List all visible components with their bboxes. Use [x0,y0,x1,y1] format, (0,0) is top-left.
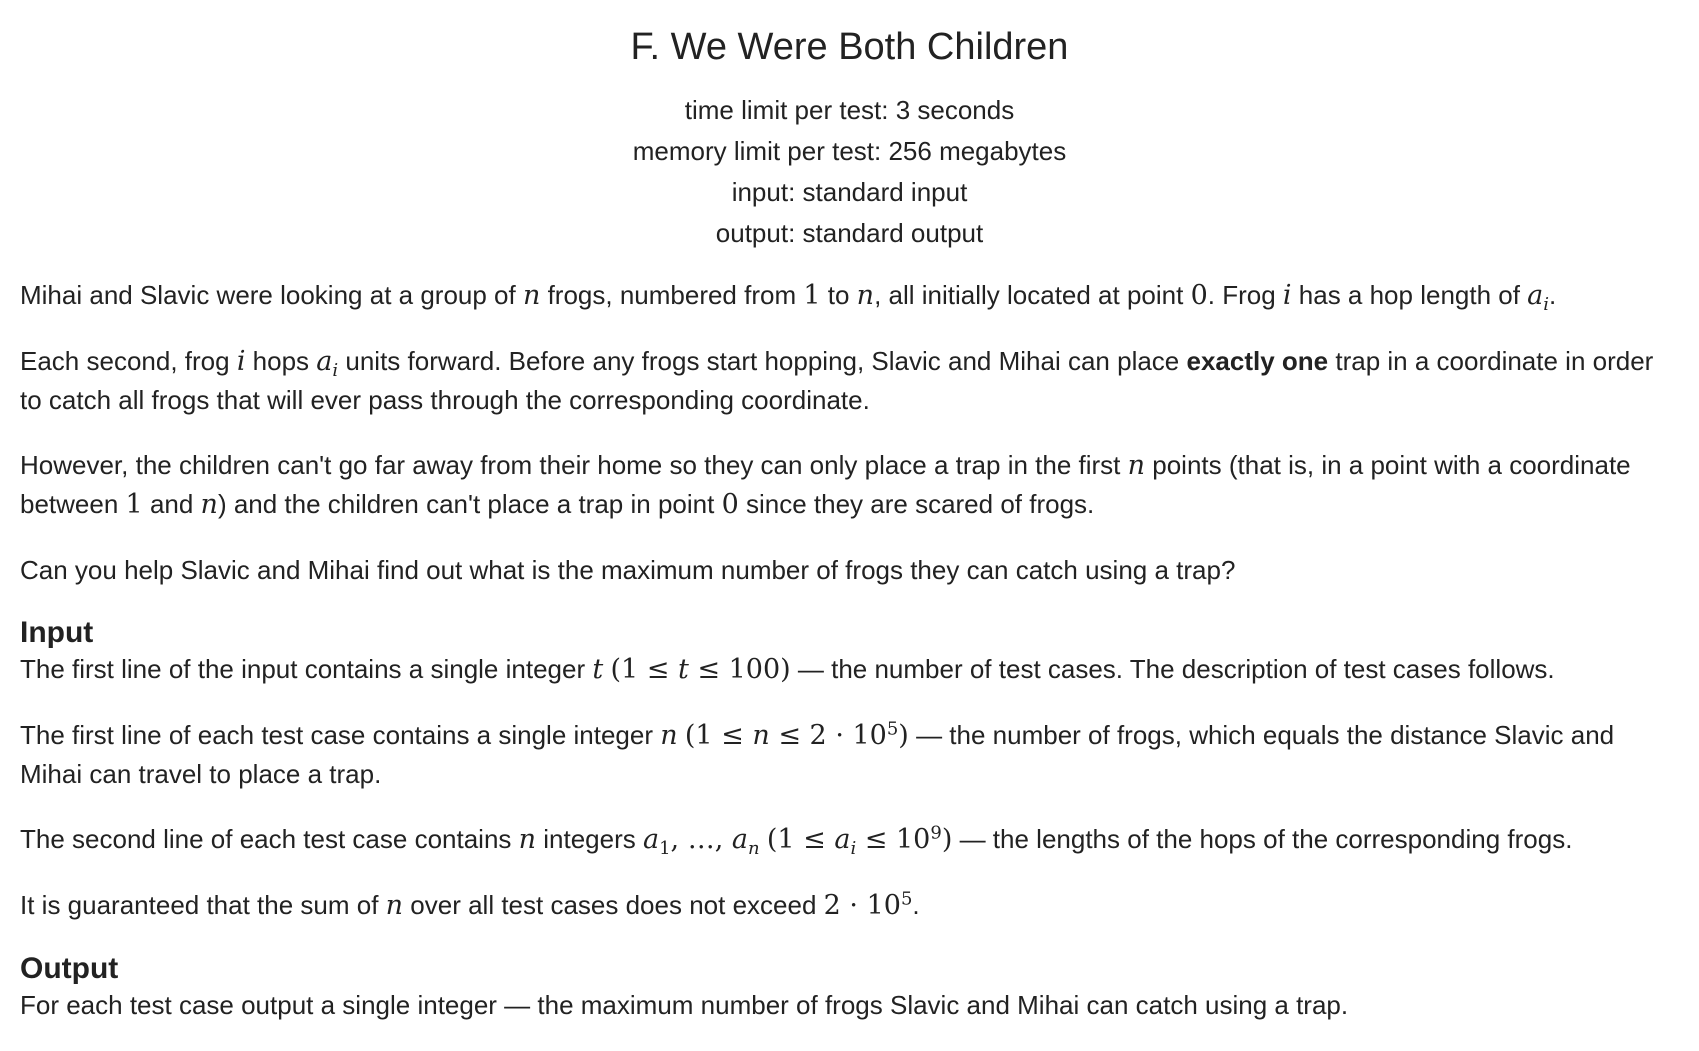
math-expr: (1 ≤ [766,824,835,855]
text: Each second, frog [20,346,237,376]
input-heading: Input [20,616,94,649]
text: units forward. Before any frogs start hopping, Slavic and Mihai can place [338,346,1187,376]
input-paragraph-2 [20,716,1679,793]
statement-paragraph-4 [20,551,1679,589]
time-limit: time limit per test: 3 seconds [684,95,1015,125]
text: frogs, numbered from [540,280,804,310]
problem-statement [20,276,1679,589]
problem-header [20,0,1679,254]
text: to [820,280,857,310]
text: The first line of each test case contains a single integer [20,720,661,750]
math-var: a [1527,280,1544,311]
text: . [1549,280,1557,310]
math-var: a [316,346,333,377]
math-var: n [660,720,678,751]
output-paragraph-1 [20,986,1679,1024]
math-num: 0 [1190,280,1208,311]
math-sub: i [332,360,339,382]
text: — the number of test cases. The description of test cases follows. [790,654,1555,684]
text: The first line of the input contains a single integer [20,654,593,684]
input-paragraph-4 [20,886,1679,925]
math-sub: i [1543,294,1550,316]
math-num: 1 [125,489,143,520]
text: trap in a coordinate in order to catch all frogs that will ever pass through the corresponding coordinate. [20,346,1654,415]
text: — the number of frogs, which equals the distance Slavic and Mihai can travel to place a trap. [20,720,1615,789]
math-var: n [522,280,541,311]
math-var: n [752,720,770,751]
text: and [142,489,201,519]
text: has a hop length of [1291,280,1528,310]
math-expr: ≤ 10 [856,824,931,855]
math-var: n [200,489,218,520]
math-sub: i [850,838,857,860]
math-expr: ≤ 100) [688,654,791,685]
output-spec: output: standard output [715,218,984,248]
problem-title: F. We Were Both Children [630,26,1069,68]
text: Mihai and Slavic were looking at a group of [20,280,523,310]
math-var: i [1282,280,1292,311]
math-var: a [834,824,851,855]
text: However, the children can't go far away from their home so they can only place a trap in the first [20,450,1128,480]
output-heading: Output [20,952,119,985]
input-section [20,616,1679,925]
text: — the lengths of the hops of the corresponding frogs. [952,824,1573,854]
math-var: t [677,654,689,685]
text: Can you help Slavic and Mihai find out what is the maximum number of frogs they can catch using a trap? [20,555,1236,585]
math-var: t [592,654,604,685]
math-var: n [385,890,404,921]
statement-paragraph-1 [20,276,1679,315]
emphasis-text: exactly one [1186,346,1329,376]
math-var: n [1127,450,1146,481]
input-spec: input: standard input [731,177,968,207]
math-sup: 5 [900,888,913,910]
text: . [912,890,920,920]
math-sub: 1 [659,838,671,860]
math-var: a [642,824,660,855]
output-section [20,952,1679,1024]
math-expr: (1 ≤ [610,654,678,685]
math-expr: ≤ 2 · 10 [769,720,887,751]
math-expr: , …, [670,824,732,855]
math-num: 1 [803,280,821,311]
math-var: n [518,824,537,855]
text: The second line of each test case contains [20,824,519,854]
text: , all initially located at point [874,280,1191,310]
statement-paragraph-3 [20,446,1679,524]
text: over all test cases does not exceed [403,890,824,920]
math-expr: (1 ≤ [684,720,753,751]
math-expr: ) [941,824,953,855]
text: hops [245,346,317,376]
math-sup: 5 [886,718,899,740]
text: It is guaranteed that the sum of [20,890,386,920]
text: . Frog [1207,280,1283,310]
text: points (that is, in a point with a coordinate between [20,450,1631,519]
math-sup: 9 [930,822,942,844]
math-num: 0 [721,489,739,520]
statement-paragraph-2 [20,342,1679,419]
math-expr: 2 · 10 [823,890,901,921]
math-sub: n [748,838,760,860]
input-paragraph-3 [20,820,1679,859]
text: For each test case output a single integer — the maximum number of frogs Slavic and Mihai can catch using a trap. [20,990,1349,1020]
text: integers [536,824,643,854]
memory-limit: memory limit per test: 256 megabytes [632,136,1067,166]
text: since they are scared of frogs. [738,489,1095,519]
text: ) and the children can't place a trap in point [217,489,722,519]
math-var: a [731,824,748,855]
math-var: n [856,280,875,311]
math-expr: ) [898,720,909,751]
input-paragraph-1 [20,650,1679,689]
math-var: i [236,346,246,377]
